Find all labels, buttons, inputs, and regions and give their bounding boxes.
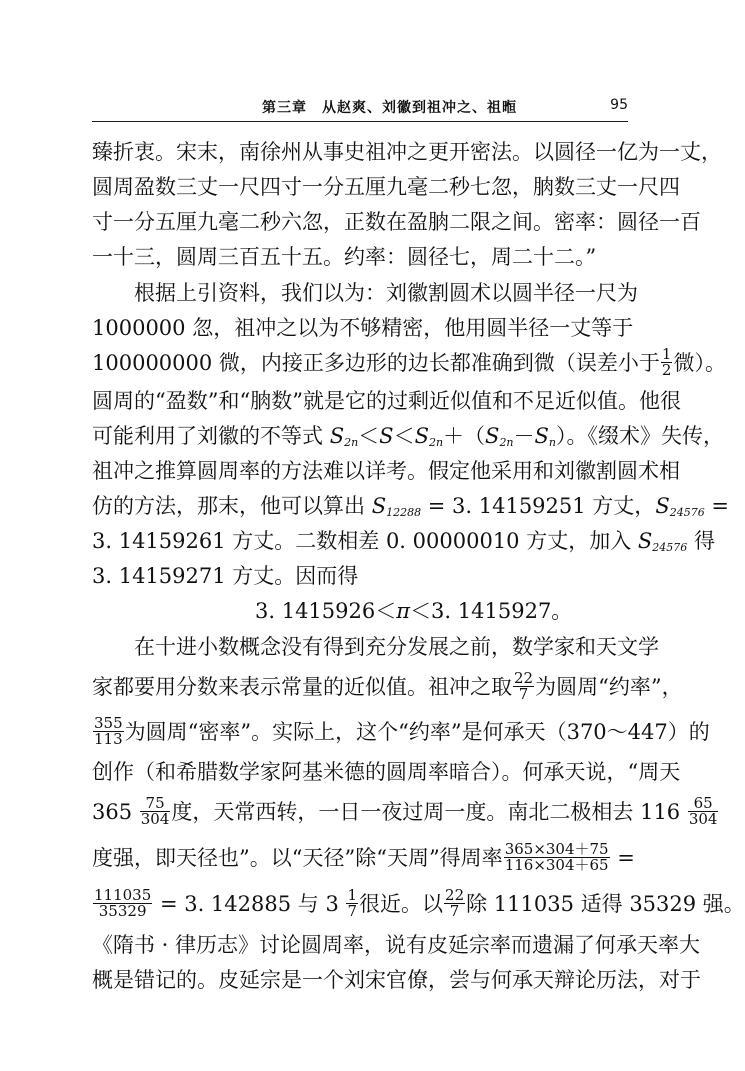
math-symbol: S	[655, 494, 670, 518]
math-operator: ＋（	[443, 424, 486, 448]
fraction-denominator: 113	[94, 730, 123, 748]
math-symbol: S	[485, 424, 500, 448]
pi-symbol: π	[396, 599, 411, 623]
fraction-denominator: 116×304＋65	[504, 856, 609, 874]
fraction	[346, 888, 358, 919]
text-line-13: 3. 14159271 方丈。因而得	[92, 564, 359, 588]
fraction-numerator: 1	[347, 886, 358, 904]
text-segment: 为圆周“约率”，	[535, 675, 683, 699]
text-line-6: 1000000 忽，祖冲之以为不够精密，他用圆半径一丈等于	[92, 316, 634, 340]
fraction-denominator: 7	[449, 902, 460, 920]
math-operator: ＜	[393, 424, 415, 448]
fraction	[93, 716, 124, 747]
text-segment: 100000000 微，内接正多边形的边长都准确到微（误差小于	[92, 351, 660, 375]
text-segment: =	[610, 846, 635, 870]
fraction-denominator: 304	[688, 810, 718, 828]
fraction-numerator: 65	[688, 796, 719, 812]
text-segment: 可能利用了刘徽的不等式	[92, 424, 330, 448]
math-symbol: S	[329, 424, 345, 448]
chapter-title: 第三章 从赵爽、刘徽到祖冲之、祖暅	[262, 100, 517, 116]
subscript: n	[548, 436, 557, 449]
fraction-numerator: 111035	[94, 886, 152, 904]
text-segment: 度，天常西转，一日一夜过周一度。南北二极相去 116	[171, 800, 687, 824]
fraction-numerator: 22	[445, 886, 465, 904]
text-segment: ）。《缀术》失传，	[556, 424, 725, 448]
text-line-18: 创作（和希腊数学家阿基米德的圆周率暗合）。何承天说，“周天	[92, 760, 681, 784]
text-line-2: 圆周盈数三丈一尺四寸一分五厘九毫二秒七忽，朒数三丈一尺四	[92, 175, 680, 199]
text-line-19	[92, 790, 718, 834]
text-line-9	[92, 419, 725, 453]
text-line-7	[92, 345, 726, 380]
fraction	[688, 796, 719, 827]
fraction-denominator: 7	[347, 902, 358, 920]
text-segment: 得	[687, 529, 715, 553]
text-line-4: 一十三，圆周三百五十五。约率：圆径七，周二十二。”	[92, 245, 597, 269]
running-header	[92, 95, 628, 122]
text-line-3: 寸一分五厘九毫二秒六忽，正数在盈朒二限之间。密率：圆径一百	[92, 210, 701, 234]
fraction	[140, 796, 171, 827]
text-segment: ＜3. 1415927。	[410, 599, 573, 623]
fraction	[513, 671, 534, 702]
math-symbol: S	[414, 424, 429, 448]
text-segment: = 3. 14159251 方丈，	[421, 494, 656, 518]
text-line-1: 臻折衷。宋末，南徐州从事史祖冲之更开密法。以圆径一亿为一丈，	[92, 140, 722, 164]
display-equation	[255, 594, 635, 628]
text-segment: 家都要用分数来表示常量的近似值。祖冲之取	[92, 675, 512, 699]
text-line-15: 在十进小数概念没有得到充分发展之前，数学家和天文学	[134, 635, 659, 659]
text-segment: 度强，即天径也”。以“天径”除“天周”得周率	[92, 846, 503, 870]
subscript: 24576	[669, 506, 705, 519]
text-line-5: 根据上引资料，我们以为：刘徽割圆术以圆半径一尺为	[134, 281, 638, 305]
fraction-numerator: 22	[514, 669, 534, 687]
text-segment: 365	[92, 800, 139, 824]
subscript: 2n	[428, 436, 444, 449]
math-operator: ＜	[358, 424, 380, 448]
text-segment: 很近。以	[359, 892, 444, 916]
fraction	[444, 888, 465, 919]
math-symbol: S	[379, 424, 394, 448]
fraction-numerator: 365×304＋75	[504, 840, 609, 858]
fraction-numerator: 355	[94, 714, 123, 732]
text-line-16	[92, 665, 683, 709]
text-segment: 为圆周“密率”。实际上，这个“约率”是何承天（370～447）的	[124, 720, 710, 744]
text-segment: 微）。	[673, 351, 726, 375]
fraction-numerator: 75	[140, 796, 171, 812]
text-line-20	[92, 836, 634, 880]
text-line-10: 祖冲之推算圆周率的方法难以详考。假定他采用和刘徽割圆术相	[92, 459, 680, 483]
subscript: 12288	[386, 506, 422, 519]
text-segment: =	[704, 494, 729, 518]
fraction-denominator: 35329	[98, 902, 147, 920]
math-symbol: S	[371, 494, 387, 518]
text-line-11	[92, 489, 729, 523]
math-symbol: S	[534, 424, 549, 448]
math-symbol: S	[637, 529, 653, 553]
text-segment: 3. 1415926＜	[255, 599, 397, 623]
fraction-denominator: 304	[140, 810, 170, 828]
text-line-17	[92, 710, 710, 754]
text-line-22: 《隋书 · 律历志》讨论圆周率，说有皮延宗率而遗漏了何承天率大	[92, 933, 701, 957]
math-operator: －	[513, 424, 535, 448]
text-segment: 仿的方法，那末，他可以算出	[92, 494, 372, 518]
fraction	[661, 347, 673, 378]
subscript: 2n	[344, 436, 359, 449]
fraction	[93, 888, 152, 919]
text-segment: 除 111035 适得 35329 强。	[466, 892, 745, 916]
page-number: 95	[610, 97, 628, 113]
fraction-denominator: 7	[518, 685, 529, 703]
text-line-23: 概是错记的。皮延宗是一个刘宋官僚，尝与何承天辩论历法，对于	[92, 968, 701, 992]
text-segment: 3. 14159261 方丈。二数相差 0. 00000010 方丈，加入	[92, 529, 638, 553]
text-line-21	[92, 882, 745, 926]
subscript: 24576	[652, 541, 688, 554]
subscript: 2n	[499, 436, 514, 449]
fraction-denominator: 2	[661, 361, 672, 379]
text-line-8: 圆周的“盈数”和“朒数”就是它的过剩近似值和不足近似值。他很	[92, 389, 681, 413]
text-segment: = 3. 142885 与 3	[153, 892, 346, 916]
fraction	[504, 842, 610, 873]
text-line-12	[92, 524, 715, 558]
fraction-numerator: 1	[661, 345, 672, 363]
